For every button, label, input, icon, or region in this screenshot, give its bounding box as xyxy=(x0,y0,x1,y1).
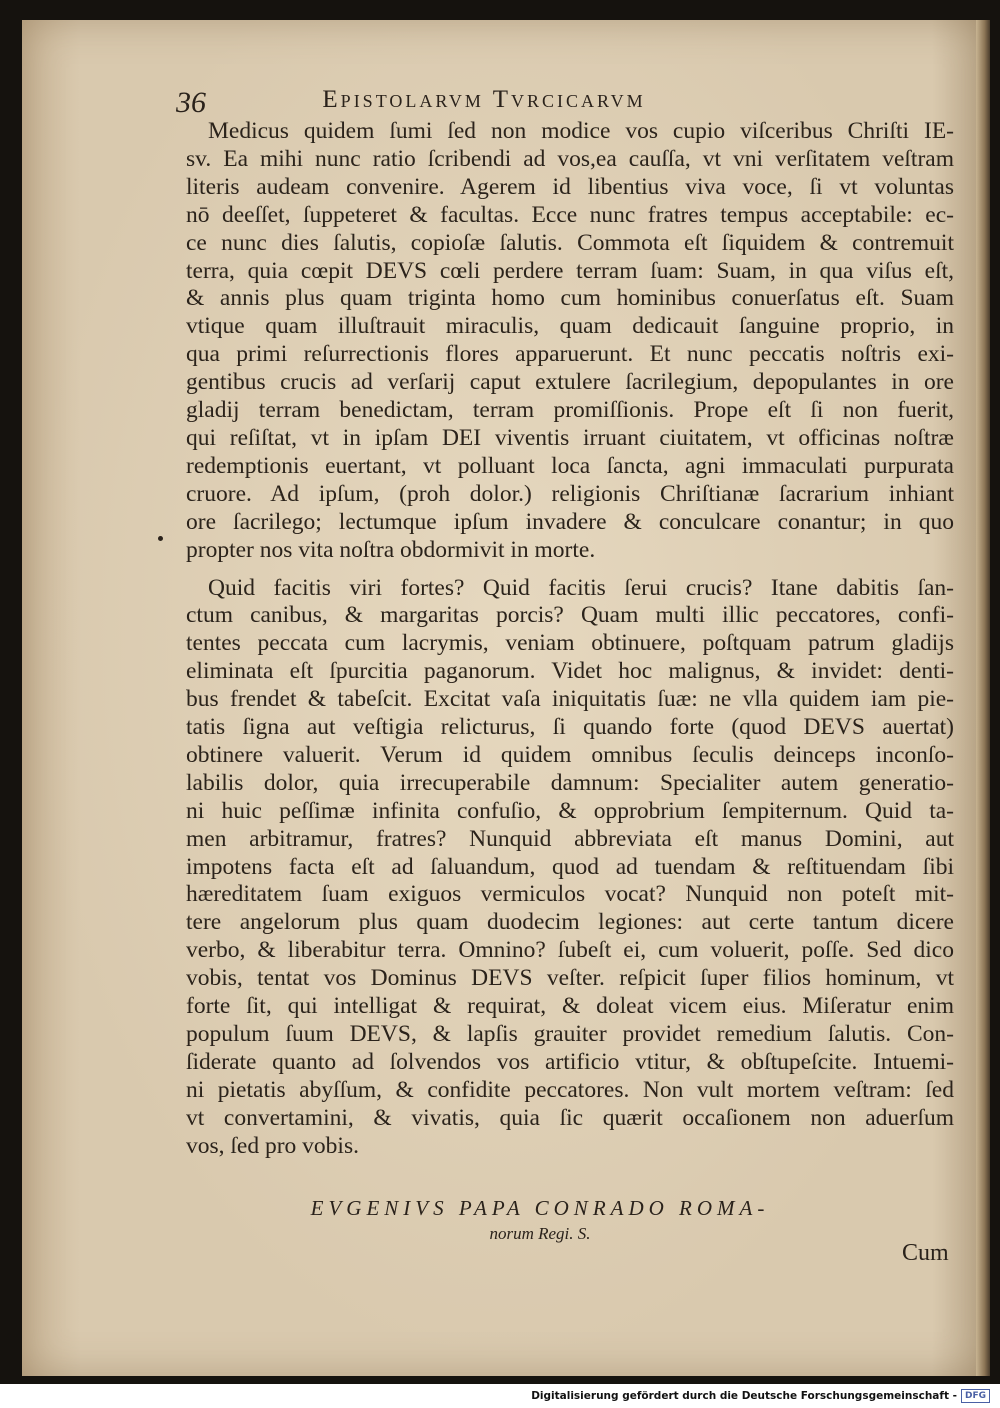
text-line: literis audeam convenire. Agerem id libentius viva voce, ſi vt voluntas xyxy=(186,173,954,200)
text-line: vt convertamini, & vivatis, quia ſic quærit occaſionem non aduerſum xyxy=(186,1104,954,1131)
text-line: redemptionis euertant, vt polluant loca ſancta, agni immaculati purpurata xyxy=(186,452,954,479)
page-number: 36 xyxy=(176,86,206,119)
funding-credit-text: Digitalisierung gefördert durch die Deutsche Forschungsgemeinschaft - xyxy=(531,1390,957,1402)
text-line: propter nos vita noſtra obdormivit in morte. xyxy=(186,536,596,563)
text-line: men arbitramur, fratres? Nunquid abbreviata eſt manus Domini, aut xyxy=(186,825,954,852)
catchword: Cum xyxy=(902,1240,949,1266)
running-head: Epistolarvm Tvrcicarvm xyxy=(322,86,646,113)
text-line: impotens facta eſt ad ſaluandum, quod ad tuendam & reſtituendam ſibi xyxy=(186,853,954,880)
text-line: vos, ſed pro vobis. xyxy=(186,1132,359,1159)
text-line: terra, quia cœpit DEVS cœli perdere terram ſuam: Suam, in qua viſus eſt, xyxy=(186,257,954,284)
paragraph-2 xyxy=(186,575,954,1161)
text-line: ni huic peſſimæ infinita confuſio, & opprobrium ſempiternum. Quid ta- xyxy=(186,797,954,824)
funding-credit xyxy=(531,1389,990,1403)
text-line: nō deeſſet, ſuppeteret & facultas. Ecce nunc fratres tempus acceptabile: ec- xyxy=(186,201,954,228)
text-line: Medicus quidem ſumi ſed non modice vos cupio viſceribus Chriſti IE- xyxy=(208,118,954,144)
dfg-logo: DFG xyxy=(961,1389,990,1403)
text-line: forte ſit, qui intelligat & requirat, & doleat vicem eius. Miſeratur enim xyxy=(186,993,954,1020)
text-line: tere angelorum plus quam duodecim legiones: aut certe tantum dicere xyxy=(186,909,954,936)
footer-bar xyxy=(0,1384,1000,1408)
text-line: gentibus crucis ad verſarij caput extulere ſacrilegium, depopulantes in ore xyxy=(186,369,954,396)
paragraph-1 xyxy=(186,118,954,565)
text-line: gladij terram benedictam, terram promiſſionis. Prope eſt ſi non fuerit, xyxy=(186,397,954,424)
page-edge xyxy=(976,20,990,1376)
text-line: ce nunc dies ſalutis, copioſæ ſalutis. Commota eſt ſiquidem & contremuit xyxy=(186,229,954,256)
letter-subheading: norum Regi. S. xyxy=(489,1224,591,1243)
text-line: tentes peccata cum lacrymis, veniam obtinuere, poſtquam patrum gladijs xyxy=(186,630,954,657)
text-line: vobis, tentat vos Dominus DEVS veſter. reſpicit ſuper filios hominum, vt xyxy=(186,965,954,992)
text-line: ctum canibus, & margaritas porcis? Quam multi illic peccatores, confi- xyxy=(186,602,954,629)
text-line: eliminata eſt ſpurcitia paganorum. Videt hoc malignus, & invidet: denti- xyxy=(186,658,954,685)
text-line: sv. Ea mihi nunc ratio ſcribendi ad vos,ea cauſſa, vt vni verſitatem veſtram xyxy=(186,145,954,172)
text-line: ni pietatis abyſſum, & confidite peccatores. Non vult mortem veſtram: ſed xyxy=(186,1076,954,1103)
text-line: hæreditatem ſuam exiguos vermiculos vocat? Nunquid non poteſt mit- xyxy=(186,881,954,908)
text-line: ſiderate quanto ad ſolvendos vos artificio vtitur, & obſtupeſcite. Intuemi- xyxy=(186,1048,954,1075)
text-line: labilis dolor, quia irrecuperabile damnum: Specialiter autem generatio- xyxy=(186,769,954,796)
text-line: ore ſacrilego; lectumque ipſum invadere & conculcare conantur; in quo xyxy=(186,508,954,535)
body-text xyxy=(186,118,954,1161)
text-line: verbo, & liberabitur terra. Omnino? ſubeſt ei, cum voluerit, poſſe. Sed dico xyxy=(186,937,954,964)
text-line: tatis ſigna aut veſtigia relicturus, ſi quando forte (quod DEVS auertat) xyxy=(186,714,954,741)
text-line: obtinere valuerit. Verum id quidem omnibus ſeculis deinceps inconſo- xyxy=(186,741,954,768)
text-line: qui reſiſtat, vt in ipſam DEI viventis irruant ciuitatem, vt officinas noſtræ xyxy=(186,424,954,451)
margin-mark xyxy=(158,536,163,541)
letter-heading: EVGENIVS PAPA CONRADO ROMA- xyxy=(310,1196,770,1220)
text-line: populum ſuum DEVS, & lapſis grauiter providet remedium ſalutis. Con- xyxy=(186,1021,954,1047)
text-line: vtique quam illuſtrauit miraculis, quam dedicauit ſanguine proprio, in xyxy=(186,313,954,340)
text-line: & annis plus quam triginta homo cum hominibus conuerſatus eſt. Suam xyxy=(186,285,954,312)
text-line: bus frendet & tabeſcit. Excitat vaſa iniquitatis ſuæ: ne vlla quidem iam pie- xyxy=(186,686,954,713)
text-line: Quid facitis viri fortes? Quid facitis ſerui crucis? Itane dabitis ſan- xyxy=(208,574,954,601)
text-line: cruore. Ad ipſum, (proh dolor.) religionis Chriſtianæ ſacrarium inhiant xyxy=(186,480,954,507)
text-line: qua primi reſurrectionis flores apparuerunt. Et nunc peccatis noſtris exi- xyxy=(186,341,954,368)
